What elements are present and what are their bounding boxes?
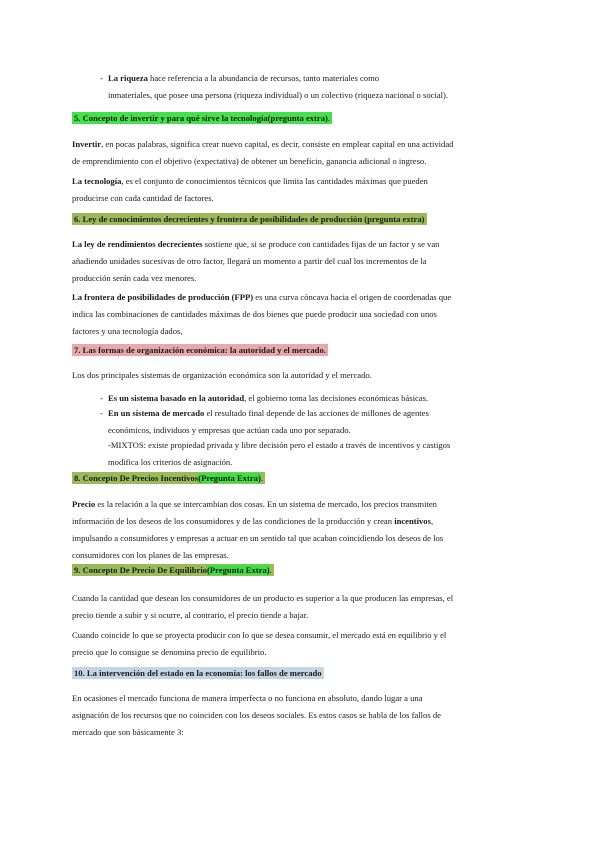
paragraph-ocasiones: En ocasiones el mercado funciona de manera imperfecta o no funciona en absoluto, dando lugar a una asignación de los recursos que no coinciden con los deseos sociales. Es estos casos se habla de los fallos de mercado que son básicamente 3: <box>72 693 441 737</box>
term-riqueza: La riqueza <box>108 73 148 83</box>
list-item-riqueza: - La riqueza hace referencia a la abundancia de recursos, tanto materiales como inmateriales, que posee una persona (riqueza individual) o un colectivo (riqueza nacional o social). <box>100 73 449 100</box>
heading-7: 7. Las formas de organización económica: la autoridad y el mercado. <box>74 345 326 355</box>
paragraph-cantidad: Cuando la cantidad que desean los consumidores de un producto es superior a la que producen las empresas, el precio tiende a subir y si ocurre, al contrario, el precio tiende a bajar. <box>72 593 454 620</box>
paragraph-fpp: La frontera de posibilidades de producción (FPP) es una curva cóncava hacia el origen de coordenadas que indica las combinaciones de cantidades máximas de dos bienes que puede producir una sociedad con unos factores y una tecnología dados, <box>72 292 452 336</box>
list-item-mercado: - En un sistema de mercado el resultado final depende de las acciones de millones de agentes económicos, individuos y empresas que actúan cada uno por separado. <box>100 408 429 435</box>
heading-9: 9. Concepto De Precio De Equilibrio(Pregunta Extra). <box>74 565 272 575</box>
list-item-mixtos: -MIXTOS: existe propiedad privada y libre decisión pero el estado a través de incentivos y castigos modifica los criterios de asignación. <box>108 440 451 467</box>
paragraph-invertir: Invertir, en pocas palabras, significa crear nuevo capital, es decir, consiste en emplear capital en una actividad de emprendimiento con el objetivo (expectativa) de obtener un beneficio, ganancia adicional o ingreso. <box>72 139 454 166</box>
heading-8: 8. Concepto De Precios Incentivos(Pregunta Extra). <box>74 473 263 483</box>
heading-6: 6. Ley de conocimientos decrecientes y frontera de posibilidades de producción (pregunta extra) <box>74 214 425 224</box>
heading-5: 5. Concepto de invertir y para qué sirve la tecnología(pregunta extra). <box>74 113 331 123</box>
paragraph-ley: La ley de rendimientos decrecientes sostiene que, si se produce con cantidades fijas de un factor y se van añadiendo unidades sucesivas de otro factor, llegará un momento a partir del cual los incrementos de la producción serán cada vez menores. <box>72 239 440 283</box>
paragraph-coincide: Cuando coincide lo que se proyecta producir con lo que se desea consumir, el mercado está en equilibrio y el precio que lo consigue se denomina precio de equilibrio. <box>72 630 447 657</box>
list-item-autoridad: - Es un sistema basado en la autoridad, el gobierno toma las decisiones económicas básicas. <box>100 393 429 403</box>
paragraph-sistemas: Los dos principales sistemas de organización económica son la autoridad y el mercado. <box>72 370 372 380</box>
paragraph-precio: Precio es la relación a la que se intercambian dos cosas. En un sistema de mercado, los precios transmiten información de los deseos de los consumidores y de las condiciones de la producción y crean incentivos, impulsando a consumidores y empresas a actuar en un sentido tal que acaban coincidiendo los deseos de los consumidores con los planes de las empresas. <box>72 499 444 560</box>
heading-10: 10. La intervención del estado en la economía: los fallos de mercado <box>74 668 322 678</box>
paragraph-tecnologia: La tecnología, es el conjunto de conocimientos técnicos que limita las cantidades máximas que pueden producirse con cada cantidad de factores. <box>72 176 428 203</box>
